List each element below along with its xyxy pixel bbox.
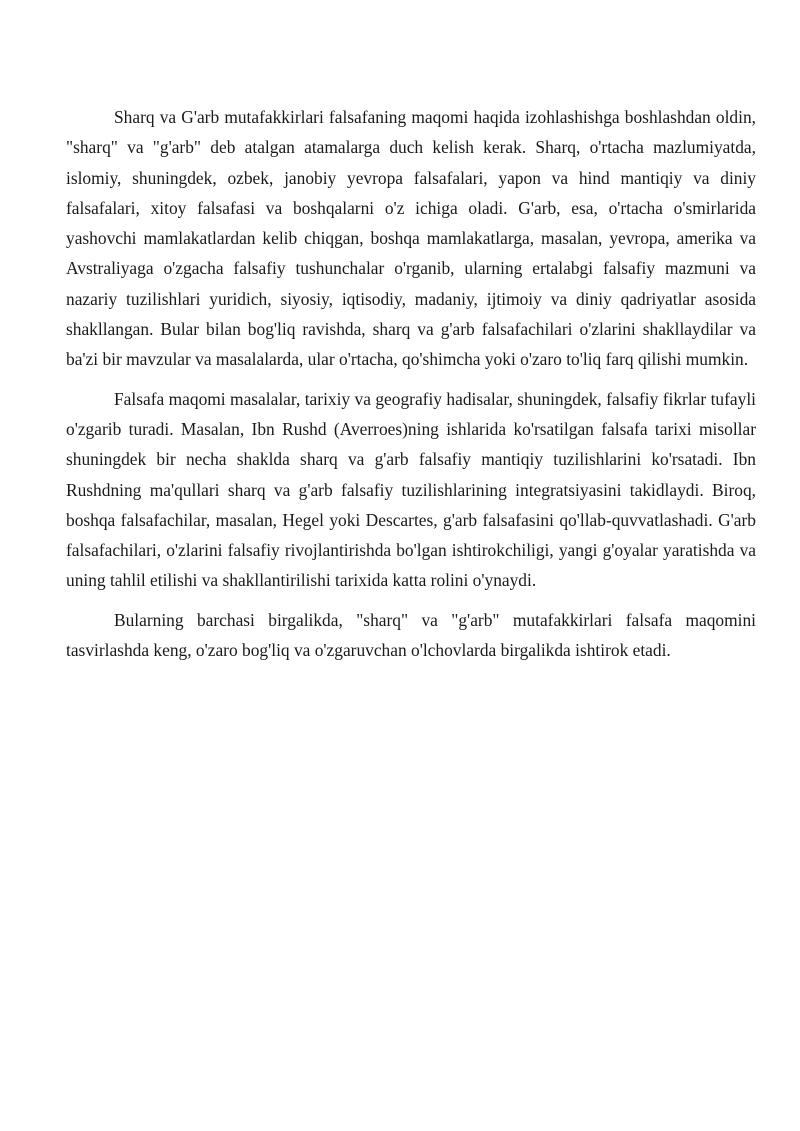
paragraph-1: Sharq va G'arb mutafakkirlari falsafaning maqomi haqida izohlashishga boshlashdan oldin, "sharq" va "g'arb" deb atalgan atamalarga duch kelish kerak. Sharq, o'rtacha mazlumiyatda, islomiy, shuningdek, ozbek, janobiy yevropa falsafalari, yapon va hind mantiqiy va diniy falsafalari, xitoy falsafasi va boshqalarni o'z ichiga oladi. G'arb, esa, o'rtacha o'smirlarida yashovchi mamlakatlardan kelib chiqgan, boshqa mamlakatlarga, masalan, yevropa, amerika va Avstraliyaga o'zgacha falsafiy tushunchalar o'rganib, ularning ertalabgi falsafiy mazmuni va nazariy tuzilishlari yuridich, siyosiy, iqtisodiy, madaniy, ijtimoiy va diniy qadriyatlar asosida shakllangan. Bular bilan bog'liq ravishda, sharq va g'arb falsafachilari o'zlarini shakllaydilar va ba'zi bir mavzular va masalalarda, ular o'rtacha, qo'shimcha yoki o'zaro to'liq farq qilishi mumkin.: [66, 107, 756, 370]
document-page: [66, 102, 756, 674]
paragraph-2: Falsafa maqomi masalalar, tarixiy va geografiy hadisalar, shuningdek, falsafiy fikrlar tufayli o'zgarib turadi. Masalan, Ibn Rushd (Averroes)ning ishlarida ko'rsatilgan falsafa tarixi misollar shuningdek bir necha shaklda sharq va g'arb falsafiy mantiqiy tuzilishlarini ko'rsatadi. Ibn Rushdning ma'qullari sharq va g'arb falsafiy tuzilishlarining integratsiyasini takidlaydi. Biroq, boshqa falsafachilar, masalan, Hegel yoki Descartes, g'arb falsafasini qo'llab-quvvatlashadi. G'arb falsafachilari, o'zlarini falsafiy rivojlantirishda bo'lgan ishtirokchiligi, yangi g'oyalar yaratishda va uning tahlil etilishi va shakllantirilishi tarixida katta rolini o'ynaydi.: [66, 388, 756, 591]
paragraph-3: Bularning barchasi birgalikda, "sharq" va "g'arb" mutafakkirlari falsafa maqomini tasvirlashda keng, o'zaro bog'liq va o'zgaruvchan o'lchovlarda birgalikda ishtirok etadi.: [66, 609, 756, 661]
